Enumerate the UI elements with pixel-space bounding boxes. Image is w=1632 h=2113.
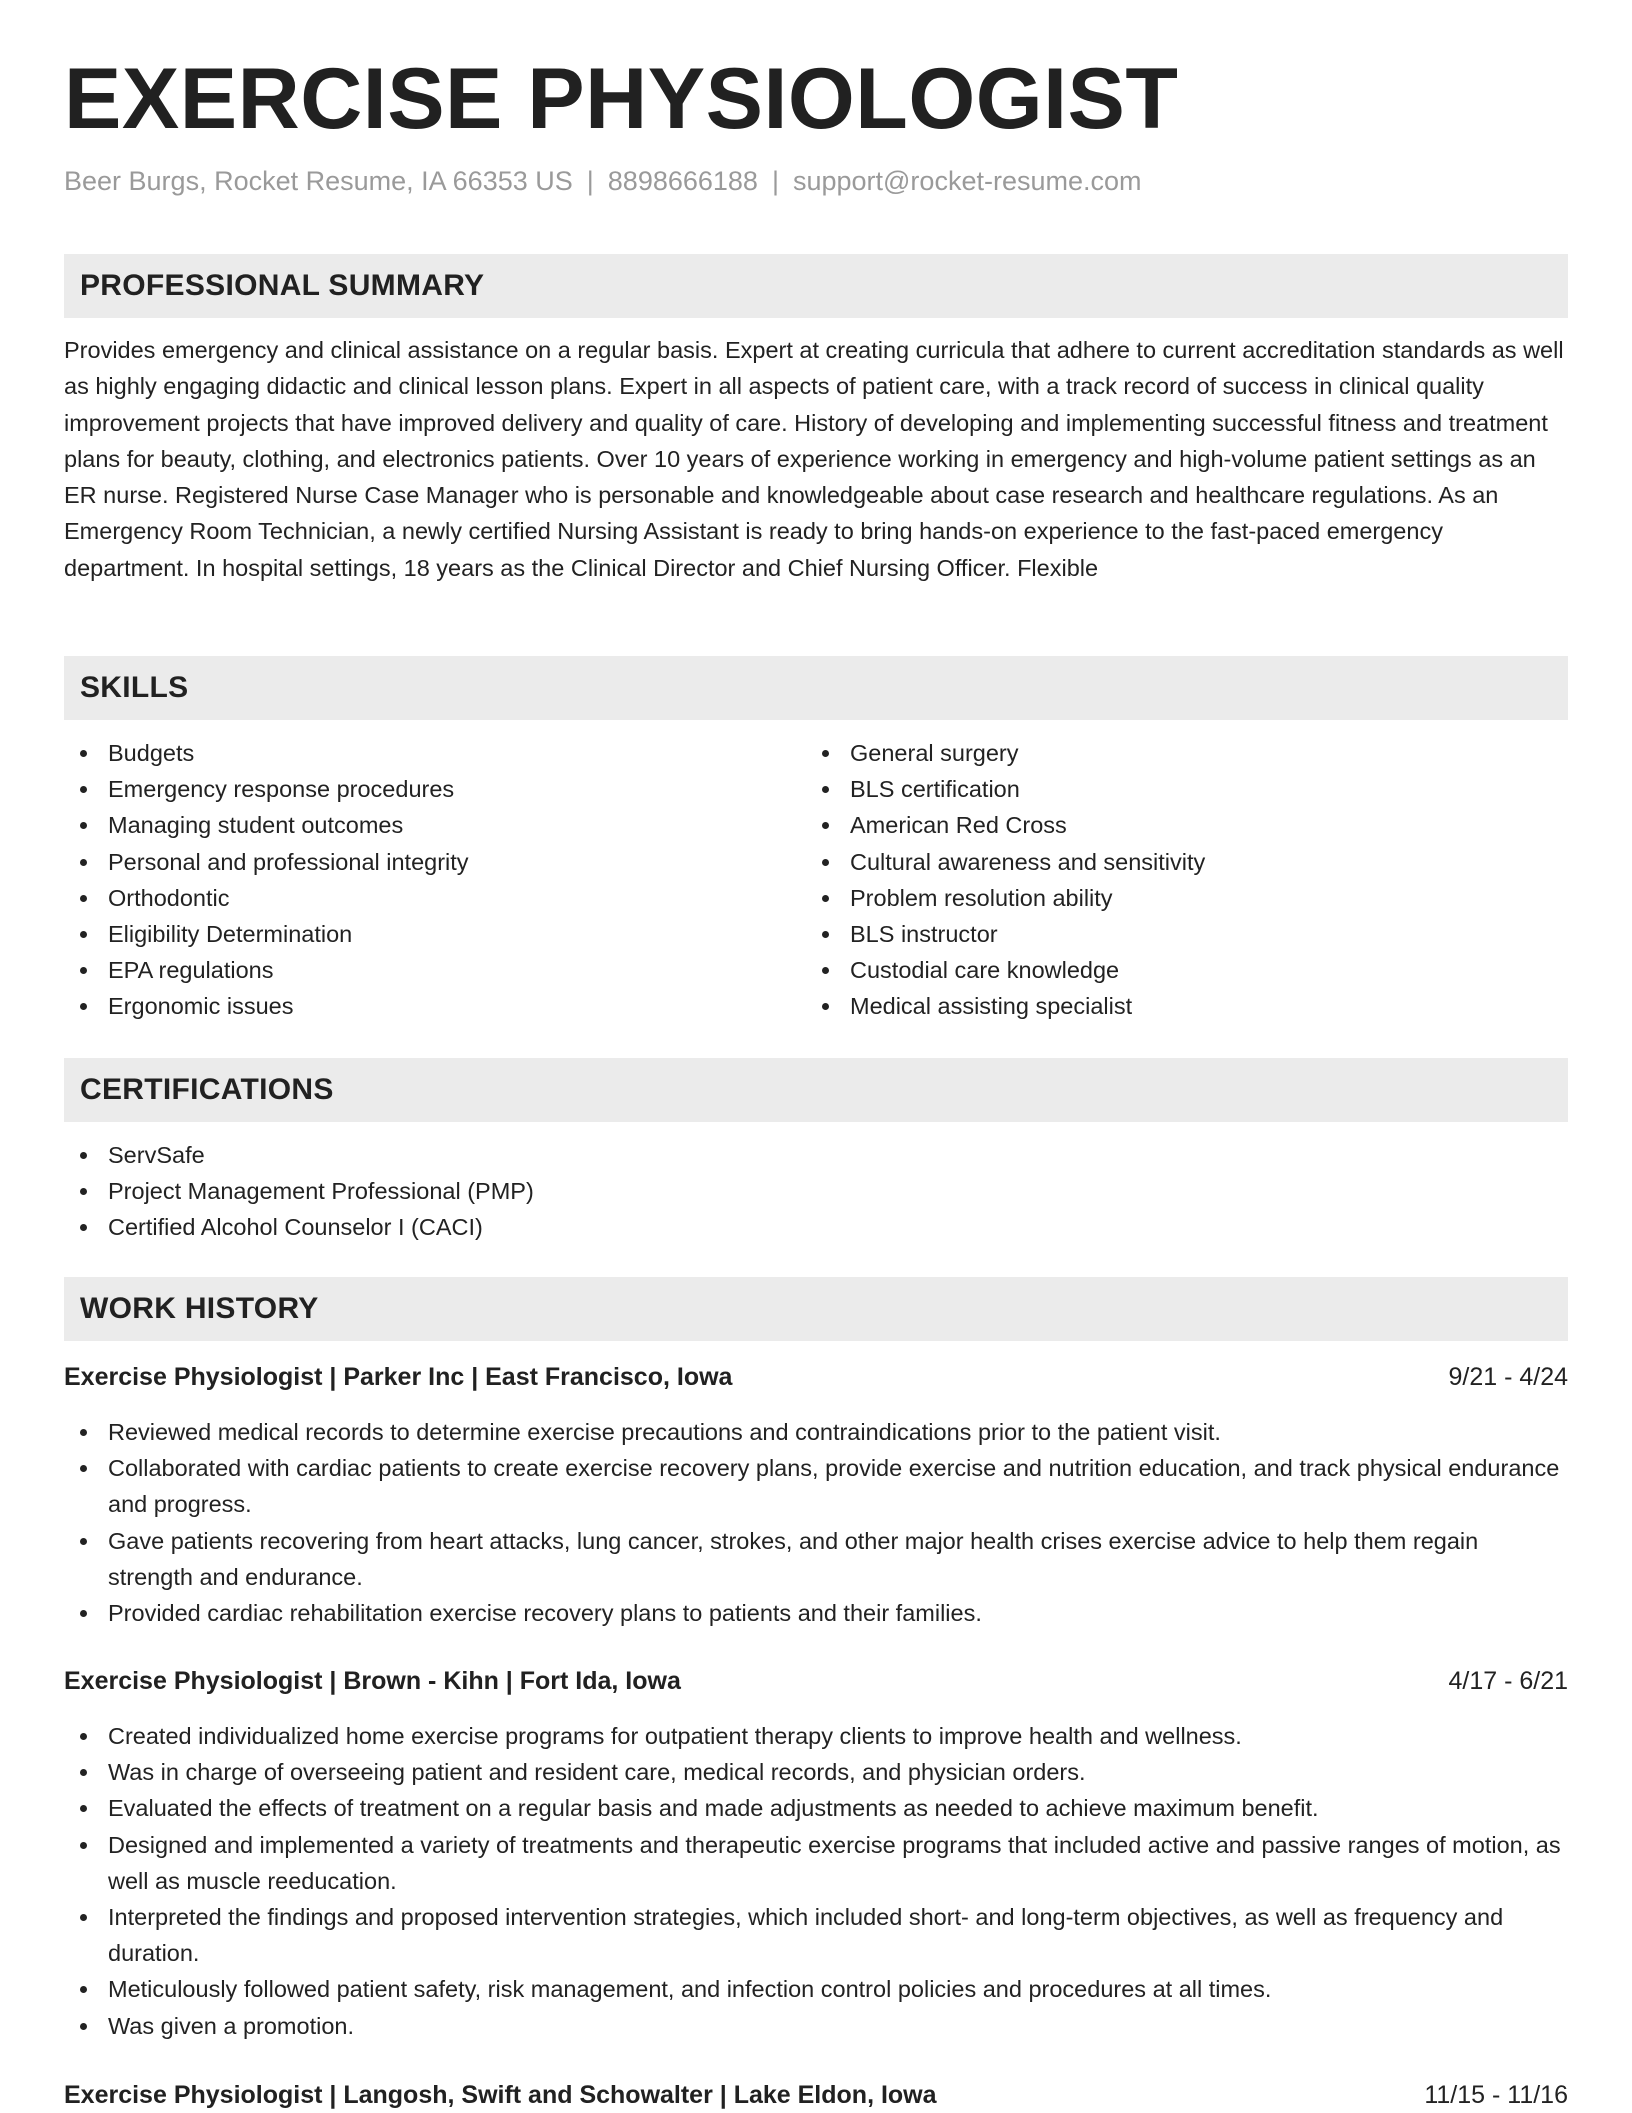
skills-list-right: [806, 735, 1546, 1025]
skill-item: Orthodontic: [64, 880, 804, 916]
job-bullet: Interpreted the findings and proposed intervention strategies, which included short- and long-term objectives, as well as frequency and duration.: [64, 1899, 1568, 1971]
contact-separator: |: [771, 166, 779, 196]
contact-address: Beer Burgs, Rocket Resume, IA 66353 US: [64, 166, 573, 196]
section-header-summary: PROFESSIONAL SUMMARY: [64, 254, 1568, 318]
job-bullet-list: [64, 1718, 1568, 2044]
job-responsibilities: [64, 1718, 1568, 2044]
job-header: [64, 1359, 1568, 1395]
skill-item: Budgets: [64, 735, 804, 771]
certification-item: ServSafe: [64, 1137, 1568, 1173]
job-dates: 4/17 - 6/21: [1448, 1667, 1568, 1695]
job-header: [64, 1663, 1568, 1699]
skill-item: Personal and professional integrity: [64, 844, 804, 880]
section-header-work-history: WORK HISTORY: [64, 1277, 1568, 1341]
skill-item: EPA regulations: [64, 952, 804, 988]
job-bullet: Was in charge of overseeing patient and resident care, medical records, and physician orders.: [64, 1754, 1568, 1790]
skill-item: BLS certification: [806, 771, 1546, 807]
skill-item: American Red Cross: [806, 807, 1546, 843]
job-title: Exercise Physiologist | Parker Inc | East Francisco, Iowa: [64, 1363, 733, 1391]
job-dates: 11/15 - 11/16: [1424, 2081, 1568, 2109]
skill-item: General surgery: [806, 735, 1546, 771]
contact-phone: 8898666188: [607, 166, 758, 196]
job-bullet: Provided cardiac rehabilitation exercise recovery plans to patients and their families.: [64, 1595, 1568, 1631]
skill-item: Custodial care knowledge: [806, 952, 1546, 988]
certification-item: Project Management Professional (PMP): [64, 1173, 1568, 1209]
certifications-block: [64, 1137, 1568, 1246]
skills-column-right: [806, 735, 1546, 1025]
contact-email: support@rocket-resume.com: [792, 166, 1142, 196]
skills-column-left: [64, 735, 804, 1025]
skill-item: Emergency response procedures: [64, 771, 804, 807]
resume-name: EXERCISE PHYSIOLOGIST: [64, 51, 1179, 147]
job-title: Exercise Physiologist | Langosh, Swift and Schowalter | Lake Eldon, Iowa: [64, 2081, 937, 2109]
contact-separator: |: [586, 166, 594, 196]
job-bullet: Evaluated the effects of treatment on a regular basis and made adjustments as needed to achieve maximum benefit.: [64, 1790, 1568, 1826]
section-header-certifications: CERTIFICATIONS: [64, 1058, 1568, 1122]
skill-item: Cultural awareness and sensitivity: [806, 844, 1546, 880]
skill-item: Problem resolution ability: [806, 880, 1546, 916]
skill-item: Eligibility Determination: [64, 916, 804, 952]
skill-item: Medical assisting specialist: [806, 988, 1546, 1024]
summary-text: Provides emergency and clinical assistance on a regular basis. Expert at creating curricula that adhere to current accreditation standards as well as highly engaging didactic and clinical lesson plans. Expert in all aspects of patient care, with a track record of success in clinical quality improvement projects that have improved delivery and quality of care. History of developing and implementing successful fitness and treatment plans for beauty, clothing, and electronics patients. Over 10 years of experience working in emergency and high-volume patient settings as an ER nurse. Registered Nurse Case Manager who is personable and knowledgeable about case research and healthcare regulations. As an Emergency Room Technician, a newly certified Nursing Assistant is ready to bring hands-on experience to the fast-paced emergency department. In hospital settings, 18 years as the Clinical Director and Chief Nursing Officer. Flexible: [64, 337, 1564, 581]
job-bullet: Meticulously followed patient safety, risk management, and infection control policies and procedures at all times.: [64, 1971, 1568, 2007]
certification-item: Certified Alcohol Counselor I (CACI): [64, 1209, 1568, 1245]
job-bullet: Collaborated with cardiac patients to create exercise recovery plans, provide exercise and nutrition education, and track physical endurance and progress.: [64, 1450, 1568, 1522]
skill-item: Ergonomic issues: [64, 988, 804, 1024]
job-bullet: Designed and implemented a variety of treatments and therapeutic exercise programs that included active and passive ranges of motion, as well as muscle reeducation.: [64, 1827, 1568, 1899]
job-bullet: Created individualized home exercise programs for outpatient therapy clients to improve health and wellness.: [64, 1718, 1568, 1754]
job-bullet: Was given a promotion.: [64, 2008, 1568, 2044]
skill-item: BLS instructor: [806, 916, 1546, 952]
job-header: [64, 2077, 1568, 2113]
job-bullet-list: [64, 1414, 1568, 1631]
certifications-list: [64, 1137, 1568, 1246]
job-title: Exercise Physiologist | Brown - Kihn | Fort Ida, Iowa: [64, 1667, 681, 1695]
job-bullet: Reviewed medical records to determine exercise precautions and contraindications prior to the patient visit.: [64, 1414, 1568, 1450]
job-bullet: Gave patients recovering from heart attacks, lung cancer, strokes, and other major health crises exercise advice to help them regain strength and endurance.: [64, 1523, 1568, 1595]
job-dates: 9/21 - 4/24: [1448, 1363, 1568, 1391]
section-header-skills: SKILLS: [64, 656, 1568, 720]
skill-item: Managing student outcomes: [64, 807, 804, 843]
job-responsibilities: [64, 1414, 1568, 1631]
contact-line: [64, 166, 1142, 197]
skills-list-left: [64, 735, 804, 1025]
